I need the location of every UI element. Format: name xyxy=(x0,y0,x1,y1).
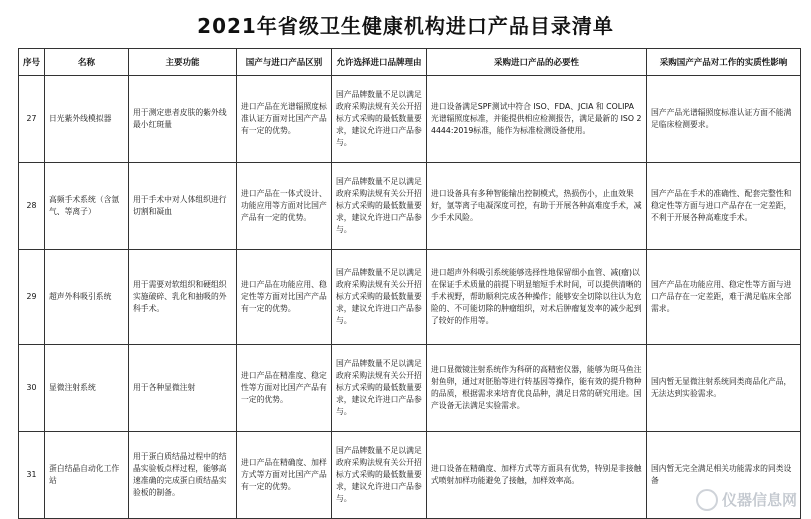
header-reason: 允许选择进口品牌理由 xyxy=(332,49,427,76)
cell-no: 30 xyxy=(19,345,45,432)
cell-reason: 国产品牌数量不足以满足政府采购法规有关公开招标方式采购的最低数量要求，建议允许进口产品参与。 xyxy=(332,432,427,519)
cell-reason: 国产品牌数量不足以满足政府采购法规有关公开招标方式采购的最低数量要求，建议允许进口产品参与。 xyxy=(332,250,427,345)
cell-difference: 进口产品在光谱辐照度标准认证方面对比国产产品有一定的优势。 xyxy=(237,76,332,163)
cell-name: 显微注射系统 xyxy=(45,345,129,432)
table-row xyxy=(19,345,801,432)
cell-difference: 进口产品在精确度、加样方式等方面对比国产产品有一定的优势。 xyxy=(237,432,332,519)
cell-no: 31 xyxy=(19,432,45,519)
cell-function: 用于各种显微注射 xyxy=(129,345,237,432)
page-title: 2021年省级卫生健康机构进口产品目录清单 xyxy=(197,14,614,38)
cell-function: 用于手术中对人体组织进行切割和凝血 xyxy=(129,163,237,250)
cell-necessity: 进口设备满足SPF测试中符合 ISO、FDA、JCIA 和 COLIPA 光谱辐照度标准，并能提供相应检测报告，满足最新的 ISO 24444:2019标准，能作为标准检测设备使用。 xyxy=(427,76,647,163)
header-difference: 国产与进口产品区别 xyxy=(237,49,332,76)
cell-no: 28 xyxy=(19,163,45,250)
cell-impact: 国内暂无完全满足相关功能需求的同类设备 xyxy=(647,432,801,519)
cell-impact: 国内暂无显微注射系统同类商品化产品，无法达到实验需求。 xyxy=(647,345,801,432)
table-row xyxy=(19,432,801,519)
cell-impact: 国产产品光谱辐照度标准认证方面不能满足临床检测要求。 xyxy=(647,76,801,163)
watermark-logo-icon xyxy=(696,489,718,511)
watermark xyxy=(696,489,797,512)
table-row xyxy=(19,163,801,250)
cell-name: 超声外科吸引系统 xyxy=(45,250,129,345)
cell-reason: 国产品牌数量不足以满足政府采购法规有关公开招标方式采购的最低数量要求，建议允许进口产品参与。 xyxy=(332,163,427,250)
cell-no: 29 xyxy=(19,250,45,345)
header-no: 序号 xyxy=(19,49,45,76)
table-row xyxy=(19,250,801,345)
cell-name: 蛋白结晶自动化工作站 xyxy=(45,432,129,519)
cell-necessity: 进口设备具有多种智能输出控制模式，热损伤小，止血效果好，氩等离子电凝深度可控，有助于开展各种高难度手术，减少手术风险。 xyxy=(427,163,647,250)
cell-function: 用于测定患者皮肤的紫外线最小红斑量 xyxy=(129,76,237,163)
cell-difference: 进口产品在功能应用、稳定性等方面对比国产产品有一定的优势。 xyxy=(237,250,332,345)
cell-function: 用于蛋白质结晶过程中的结晶实验板点样过程，能够高速准确的完成蛋白质结晶实验板的制备。 xyxy=(129,432,237,519)
watermark-text: 仪器信息网 xyxy=(721,490,797,509)
cell-no: 27 xyxy=(19,76,45,163)
cell-reason: 国产品牌数量不足以满足政府采购法规有关公开招标方式采购的最低数量要求，建议允许进口产品参与。 xyxy=(332,345,427,432)
table-header-row xyxy=(19,49,801,76)
cell-impact: 国产产品在功能应用、稳定性等方面与进口产品存在一定差距，难于满足临床全部需求。 xyxy=(647,250,801,345)
product-catalog-table xyxy=(18,48,801,519)
header-name: 名称 xyxy=(45,49,129,76)
cell-necessity: 进口显微镜注射系统作为科研的高精密仪器，能够为斑马鱼注射鱼卵，通过对胚胎等进行转基因等操作，能有效的提升物种的品质，根据需求来培育优良品种，满足日常的研究用途。国产设备无法满足实验需求。 xyxy=(427,345,647,432)
cell-necessity: 进口设备在精确度、加样方式等方面具有优势，特别是非接触式喷射加样功能避免了接触，加样效率高。 xyxy=(427,432,647,519)
header-function: 主要功能 xyxy=(129,49,237,76)
table-row xyxy=(19,76,801,163)
cell-impact: 国产产品在手术的准确性、配套完整性和稳定性等方面与进口产品存在一定差距，不利于开展各种高难度手术。 xyxy=(647,163,801,250)
header-impact: 采购国产产品对工作的实质性影响 xyxy=(647,49,801,76)
cell-difference: 进口产品在精准度、稳定性等方面对比国产产品有一定的优势。 xyxy=(237,345,332,432)
cell-difference: 进口产品在一体式设计、功能应用等方面对比国产产品有一定的优势。 xyxy=(237,163,332,250)
cell-reason: 国产品牌数量不足以满足政府采购法规有关公开招标方式采购的最低数量要求，建议允许进口产品参与。 xyxy=(332,76,427,163)
header-necessity: 采购进口产品的必要性 xyxy=(427,49,647,76)
cell-name: 日光紫外线模拟器 xyxy=(45,76,129,163)
cell-necessity: 进口超声外科吸引系统能够选择性地保留细小血管、减(瘤)以在保证手术质量的前提下明显缩短手术时间，可以提供清晰的手术视野，帮助顺利完成各种操作；能够安全切除以往认为危险的、不可能切除的肿瘤组织，对术后肿瘤复发率的减少起到了较好的作用等。 xyxy=(427,250,647,345)
cell-function: 用于需要对软组织和硬组织实施破碎、乳化和抽吸的外科手术。 xyxy=(129,250,237,345)
cell-name: 高频手术系统（含氩气、等离子） xyxy=(45,163,129,250)
